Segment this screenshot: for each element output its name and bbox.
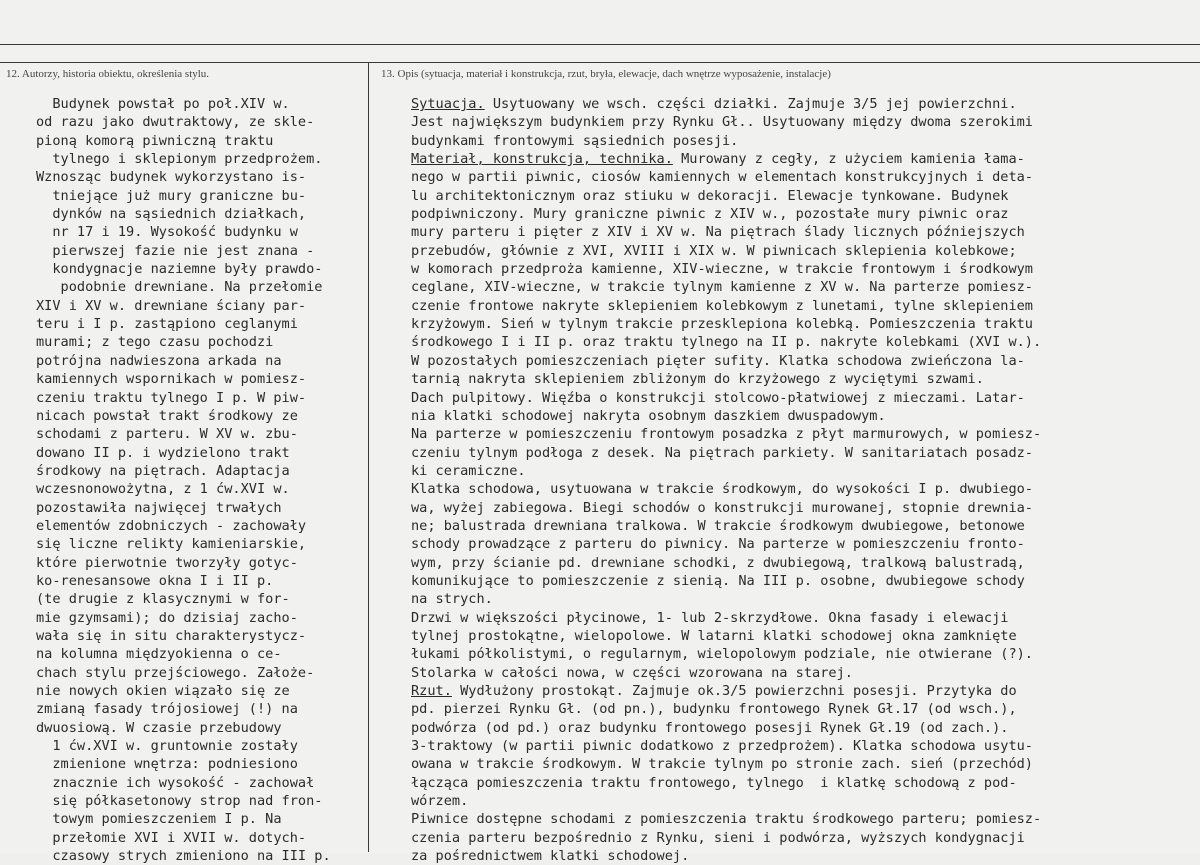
history-text-line: Wznosząc budynek wykorzystano is- — [36, 169, 307, 186]
history-text-line: przełomie XVI i XVII w. dotych- — [36, 829, 307, 846]
description-text-line — [411, 645, 1196, 663]
description-text-line — [411, 609, 1196, 627]
history-text-line: Budynek powstał po poł.XIV w. — [36, 96, 290, 112]
description-text-line — [411, 719, 1196, 737]
history-text-line: znacznie ich wysokość - zachował — [36, 774, 315, 791]
history-text-line: nr 17 i 19. Wysokość budynku w — [36, 224, 298, 241]
description-text: tylnej prostokątne, wielopolowe. W latarni klatki schodowej okna zamknięte — [411, 627, 1017, 644]
description-text: lu architektonicznym oraz stiuku w dekoracji. Elewacje tynkowane. Budynek — [411, 187, 1009, 204]
description-text-line — [411, 315, 1196, 333]
description-text-line — [411, 755, 1196, 773]
description-text: łącząca pomieszczenia traktu frontowego, tylnego i klatkę schodową z pod- — [411, 774, 1017, 791]
history-text-line: się półkasetonowy strop nad fron- — [36, 793, 323, 810]
history-text-line: mie gzymsami); do dzisiaj zacho- — [36, 609, 298, 626]
description-text: Dach pulpitowy. Więźba o konstrukcji stolcowo-płatwiowej z mieczami. Latar- — [411, 389, 1025, 406]
history-text-line: teru i I p. zastąpiono ceglanymi — [36, 316, 298, 333]
description-text-line — [411, 407, 1196, 425]
section-heading: Rzut. — [411, 683, 452, 699]
description-text: wa, wyżej zabiegowa. Biegi schodów o konstrukcji murowanej, stopnie drewnia- — [411, 499, 1033, 516]
description-text-line — [411, 132, 1196, 150]
description-text-line — [411, 792, 1196, 810]
history-text-line: czeniu traktu tylnego I p. W piw- — [36, 389, 307, 406]
history-text-line: wała się in situ charakterystycz- — [36, 627, 307, 644]
history-text-line: się liczne relikty kamieniarskie, — [36, 536, 307, 553]
history-text-line: od razu jako dwutraktowy, ze skle- — [36, 114, 315, 131]
section-heading: Materiał, konstrukcja, technika. — [411, 151, 673, 168]
history-text-line: zmienione wnętrza: podniesiono — [36, 756, 298, 773]
history-text-line: nicach powstał trakt środkowy ze — [36, 407, 298, 424]
description-text-line — [411, 774, 1196, 792]
description-text: Usytuowany we wsch. części działki. Zajmuje 3/5 jej powierzchni. — [484, 96, 1017, 112]
description-text-line — [411, 572, 1196, 590]
description-text: czeniu tylnym podłoga z desek. Na piętrach parkiety. W sanitariatach posadz- — [411, 444, 1033, 461]
description-text: Drzwi w większości płycinowe, 1- lub 2-skrzydłowe. Okna fasady i elewacji — [411, 609, 1009, 626]
history-text-line: dwuosiową. W czasie przebudowy — [36, 719, 282, 736]
history-text-column — [36, 95, 366, 865]
description-text: Piwnice dostępne schodami z pomieszczenia traktu środkowego parteru; pomiesz- — [411, 811, 1042, 828]
description-text: za pośrednictwem klatki schodowej. — [411, 848, 690, 865]
description-text-line — [411, 829, 1196, 847]
history-text-line: tniejące już mury graniczne bu- — [36, 187, 307, 204]
description-text: krzyżowym. Sień w tylnym trakcie przesklepiona kolebką. Pomieszczenia traktu — [411, 316, 1033, 333]
column-divider — [368, 62, 369, 852]
history-text-line: towym pomieszczeniem I p. Na — [36, 811, 282, 828]
history-text-line: podobnie drewniane. Na przełomie — [36, 279, 323, 296]
history-text-line: potrójna nadwieszona arkada na — [36, 352, 282, 369]
history-text-line: kamiennych wspornikach w pomiesz- — [36, 371, 307, 388]
description-text-line — [411, 352, 1196, 370]
history-text-line: elementów zdobniczych - zachowały — [36, 517, 307, 534]
description-text: wórzem. — [411, 793, 469, 810]
description-text: przebudów, głównie z XVI, XVIII i XIX w. W piwnicach sklepienia kolebkowe; — [411, 242, 1017, 259]
description-text: Na parterze w pomieszczeniu frontowym posadzka z płyt marmurowych, w pomiesz- — [411, 426, 1042, 443]
history-text-line: dowano II p. i wydzielono trakt — [36, 444, 290, 461]
description-text: nego w partii piwnic, ciosów kamiennych w elementach konstrukcyjnych i deta- — [411, 169, 1033, 186]
description-text: budynkami frontowymi sąsiednich posesji. — [411, 132, 739, 149]
history-text-line: na kolumna międzyokienna o ce- — [36, 646, 282, 663]
description-text-line — [411, 700, 1196, 718]
top-divider — [0, 44, 1200, 45]
description-text: ne; balustrada drewniana tralkowa. W trakcie środkowym dwubiegowe, betonowe — [411, 517, 1025, 534]
description-text-line — [411, 627, 1196, 645]
description-text-line — [411, 480, 1196, 498]
description-text-line — [411, 425, 1196, 443]
description-text-line — [411, 664, 1196, 682]
description-text-line — [411, 737, 1196, 755]
description-text: mury parteru i pięter z XIV i XV w. Na piętrach ślady licznych późniejszych — [411, 224, 1025, 241]
description-text-line — [411, 168, 1196, 186]
description-text-line — [411, 223, 1196, 241]
description-text: owana w trakcie środkowym. W trakcie tylnym po stronie zach. sień (przechód) — [411, 756, 1033, 773]
history-text-line: schodami z parteru. W XV w. zbu- — [36, 426, 298, 443]
description-text-line — [411, 517, 1196, 535]
history-text-line: zmianą fasady trójosiowej (!) na — [36, 701, 298, 718]
history-text-line: XIV i XV w. drewniane ściany par- — [36, 297, 307, 314]
description-text: nia klatki schodowej nakryta osobnym daszkiem dwuspadowym. — [411, 407, 886, 424]
history-text-line: czasowy strych zmieniono na III p. — [36, 848, 331, 865]
description-text: schody prowadzące z parteru do piwnicy. Na parterze w pomieszczeniu fronto- — [411, 536, 1025, 553]
description-text-line — [411, 150, 1196, 168]
section-heading: Sytuacja. — [411, 96, 485, 112]
description-text: łukami półkolistymi, o regularnym, wielopolowym podziale, nie otwierane (?). — [411, 646, 1033, 663]
description-text: w komorach przedproża kamienne, XIV-wieczne, w trakcie frontowym i środkowym — [411, 261, 1033, 278]
description-text-line — [411, 242, 1196, 260]
description-text: wym, przy ścianie pd. drewniane schodki, z dwubiegową, tralkową balustradą, — [411, 554, 1025, 571]
description-text: czenia parteru bezpośrednio z Rynku, sieni i podwórza, wyższych kondygnacji — [411, 829, 1025, 846]
description-text: tarnią nakryta sklepieniem zbliżonym do krzyżowego z wyciętymi szwami. — [411, 371, 984, 388]
description-text-line — [411, 535, 1196, 553]
history-text-line: kondygnacje naziemne były prawdo- — [36, 261, 323, 278]
description-text-line — [411, 590, 1196, 608]
history-text-line: nie nowych okien wiązało się ze — [36, 683, 290, 699]
left-column-header: 12. Autorzy, historia obiektu, określenia stylu. — [6, 68, 210, 80]
description-text-line — [411, 389, 1196, 407]
description-text: ki ceramiczne. — [411, 462, 526, 479]
description-text: środkowego I i II p. oraz traktu tylnego na II p. nakryte kolebkami (XVI w.). — [411, 334, 1042, 351]
description-text: W pozostałych pomieszczeniach pięter sufity. Klatka schodowa zwieńczona la- — [411, 352, 1025, 369]
history-text-line: 1 ćw.XVI w. gruntownie zostały — [36, 738, 298, 755]
description-text: Stolarka w całości nowa, w części wzorowana na starej. — [411, 664, 853, 681]
description-text: czenie frontowe nakryte sklepieniem kolebkowym z lunetami, tylne sklepieniem — [411, 297, 1033, 314]
right-column-header: 13. Opis (sytuacja, materiał i konstrukcja, rzut, bryła, elewacje, dach wnętrze wyposażenie, instalacje) — [381, 68, 831, 80]
history-text-line: pierwszej fazie nie jest znana - — [36, 242, 315, 259]
description-text-line — [411, 682, 1196, 700]
history-text-line: wczesnonowożytna, z 1 ćw.XVI w. — [36, 481, 290, 498]
header-top-rule — [0, 62, 1200, 63]
description-text-line — [411, 260, 1196, 278]
description-text: pd. pierzei Rynku Gł. (od pn.), budynku frontowego Rynek Gł.17 (od wsch.), — [411, 701, 1017, 718]
description-text: komunikujące to pomieszczenie z sienią. Na III p. osobne, dwubiegowe schody — [411, 572, 1025, 589]
description-text-line — [411, 810, 1196, 828]
description-text: Murowany z cegły, z użyciem kamienia łama- — [672, 151, 1025, 168]
description-text-line — [411, 554, 1196, 572]
description-text-column — [411, 95, 1196, 865]
description-text-line — [411, 499, 1196, 517]
history-text-line: murami; z tego czasu pochodzi — [36, 334, 274, 351]
description-text-line — [411, 278, 1196, 296]
description-text-line — [411, 444, 1196, 462]
description-text: na strych. — [411, 591, 493, 608]
description-text: 3-traktowy (w partii piwnic dodatkowo z przedprożem). Klatka schodowa usytu- — [411, 738, 1033, 755]
description-text-line — [411, 847, 1196, 865]
description-text-line — [411, 187, 1196, 205]
history-text-line: środkowy na piętrach. Adaptacja — [36, 462, 290, 479]
description-text-line — [411, 95, 1196, 113]
description-text: Klatka schodowa, usytuowana w trakcie środkowym, do wysokości I p. dwubiego- — [411, 481, 1033, 498]
description-text: Wydłużony prostokąt. Zajmuje ok.3/5 powierzchni posesji. Przytyka do — [451, 683, 1017, 699]
description-text: ceglane, XIV-wieczne, w trakcie tylnym kamienne z XV w. Na parterze pomiesz- — [411, 279, 1033, 296]
description-text-line — [411, 462, 1196, 480]
history-text-line: pozostawiła najwięcej trwałych — [36, 499, 282, 516]
history-text-line: (te drugie z klasycznymi w for- — [36, 591, 290, 608]
description-text: podpiwniczony. Mury graniczne piwnic z XIV w., pozostałe mury piwnic oraz — [411, 206, 1009, 223]
description-text-line — [411, 370, 1196, 388]
history-text-line: ko-renesansowe okna I i II p. — [36, 572, 274, 589]
history-text-line: pioną komorą piwniczną traktu — [36, 132, 274, 149]
description-text-line — [411, 113, 1196, 131]
description-text-line — [411, 333, 1196, 351]
description-text-line — [411, 205, 1196, 223]
history-text-line: dynków na sąsiednich działkach, — [36, 206, 307, 223]
description-text-line — [411, 297, 1196, 315]
description-text: podwórza (od pd.) oraz budynku frontowego posesji Rynek Gł.19 (od zach.). — [411, 719, 1009, 736]
description-text: Jest największym budynkiem przy Rynku Gł.. Usytuowany między dwoma szerokimi — [411, 114, 1033, 131]
history-text-line: które pierwotnie tworzyły gotyc- — [36, 554, 298, 571]
history-text-line: tylnego i sklepionym przedprożem. — [36, 151, 323, 168]
history-text-line: chach stylu przejściowego. Założe- — [36, 664, 315, 681]
